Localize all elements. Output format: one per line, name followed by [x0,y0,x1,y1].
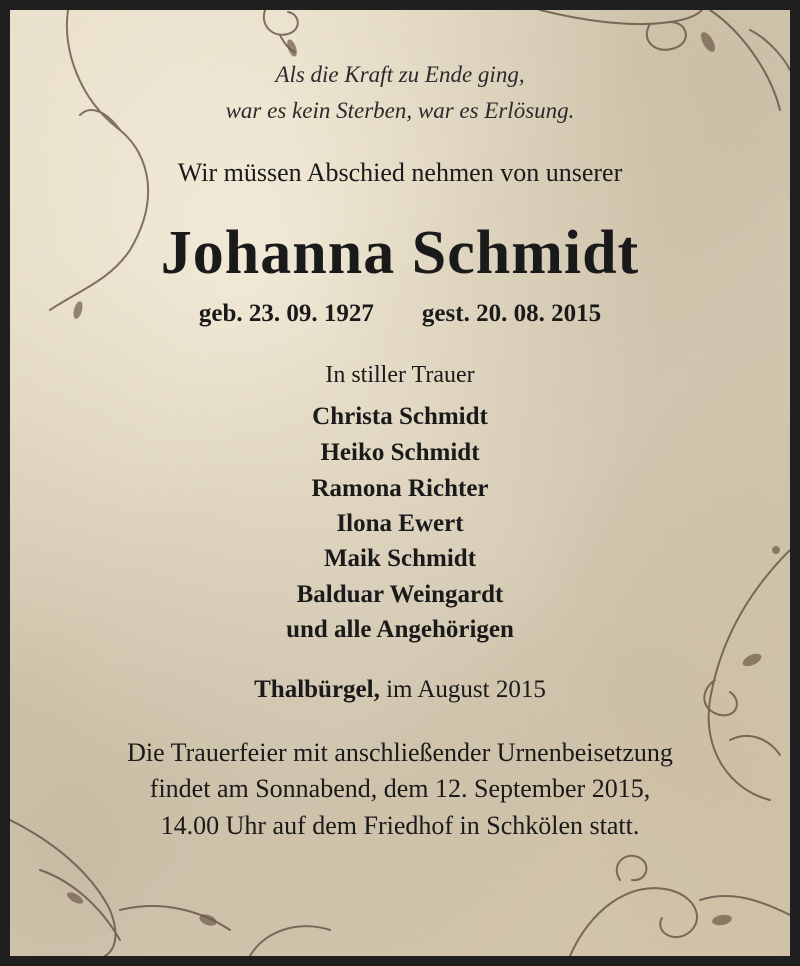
place-date: im August 2015 [379,676,546,703]
mourning-intro: In stiller Trauer [325,362,475,388]
leaf-icon [711,913,732,926]
bottom-right-vine-ornament [570,888,697,956]
leaf-icon [698,30,718,54]
top-right-vine-ornament [540,10,704,24]
leaf-icon [285,38,299,58]
mourner-name: Heiko Schmidt [320,439,480,466]
mourner-name: Maik Schmidt [323,545,477,572]
birth-date: geb. 23. 09. 1927 [198,300,374,327]
service-line-1: Die Trauerfeier mit anschließender Urnenbeisetzung [127,738,673,767]
mourner-name: und alle Angehörigen [286,616,514,643]
leaf-icon [741,651,763,669]
mourner-name: Christa Schmidt [312,403,488,430]
place-town: Thalbürgel, [254,676,380,703]
quote-line-2: war es kein Sterben, war es Erlösung. [225,98,575,123]
obituary-card [10,10,790,956]
service-line-3: 14.00 Uhr auf dem Friedhof in Schkölen statt. [160,811,640,840]
mourner-name: Balduar Weingardt [296,581,504,608]
place-and-date [10,676,790,704]
mourner-name: Ramona Richter [311,475,489,502]
quote-line-1: Als die Kraft zu Ende ging, [275,62,525,87]
deceased-name: Johanna Schmidt [160,219,640,287]
service-line-2: findet am Sonnabend, dem 12. September 2015, [149,774,651,803]
life-dates [10,300,790,328]
death-date: gest. 20. 08. 2015 [421,300,602,327]
intro-text: Wir müssen Abschied nehmen von unserer [177,158,623,187]
leaf-icon [65,890,85,906]
mourner-name: Ilona Ewert [336,510,464,537]
